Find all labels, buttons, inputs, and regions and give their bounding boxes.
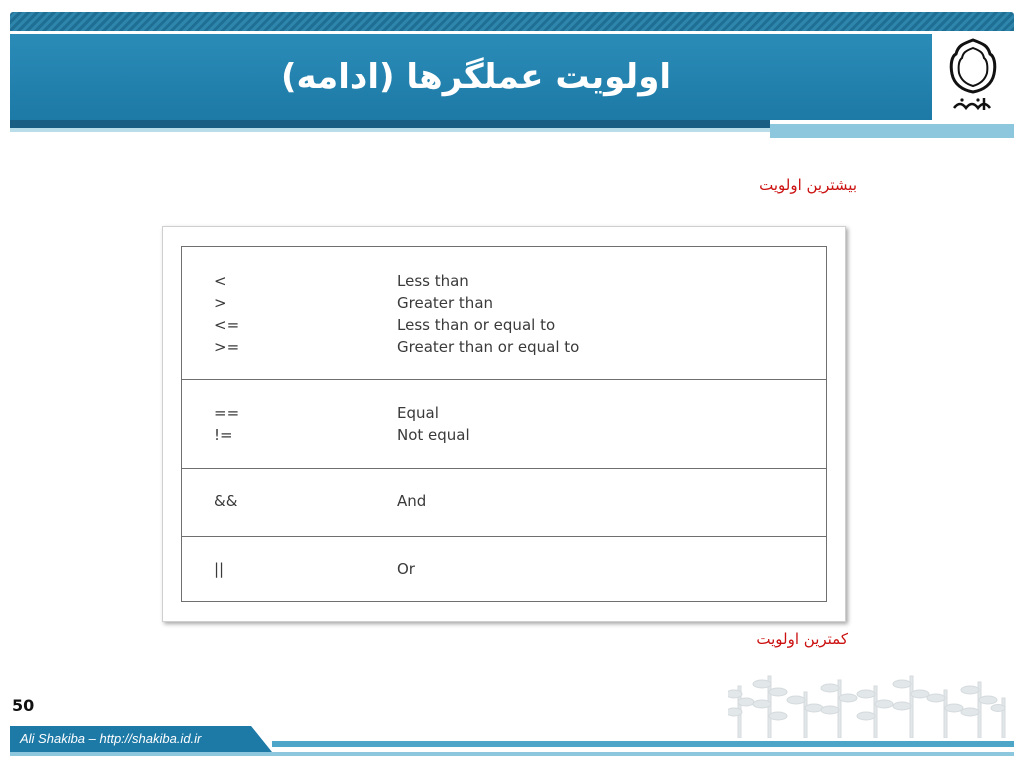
operator-table-figure bbox=[162, 226, 846, 622]
slide-title: اولویت عملگرها (ادامه) bbox=[281, 57, 671, 97]
operator-symbol: || bbox=[214, 560, 225, 578]
table-row bbox=[182, 294, 826, 316]
operator-symbol: != bbox=[214, 426, 233, 444]
operator-description: Less than or equal to bbox=[397, 316, 556, 334]
and-operator-group bbox=[182, 468, 826, 536]
operator-symbol: == bbox=[214, 404, 240, 422]
table-row bbox=[182, 272, 826, 294]
highest-priority-label: بیشترین اولویت bbox=[759, 176, 857, 194]
header-bottom-bar bbox=[10, 120, 770, 128]
table-row bbox=[182, 426, 826, 448]
operator-description: Or bbox=[397, 560, 415, 578]
table-row bbox=[182, 560, 826, 582]
operator-description: Not equal bbox=[397, 426, 470, 444]
relational-operators-group bbox=[182, 247, 826, 379]
header-bottom-light-bar bbox=[10, 128, 770, 132]
page-number: 50 bbox=[12, 696, 35, 715]
header-bottom-accent-bar bbox=[770, 124, 1014, 138]
operator-symbol: <= bbox=[214, 316, 240, 334]
operator-symbol: > bbox=[214, 294, 227, 312]
lowest-priority-label: کمترین اولویت bbox=[756, 630, 848, 648]
footer-line bbox=[272, 741, 1014, 747]
or-operator-group bbox=[182, 536, 826, 601]
table-row bbox=[182, 404, 826, 426]
operator-description: Greater than bbox=[397, 294, 494, 312]
table-row bbox=[182, 316, 826, 338]
university-logo bbox=[932, 34, 1014, 120]
footer-author: Ali Shakiba – http://shakiba.id.ir bbox=[20, 731, 202, 746]
footer-bottom-line bbox=[10, 752, 1014, 756]
decorative-plants-icon bbox=[728, 672, 1010, 738]
operator-description: Greater than or equal to bbox=[397, 338, 580, 356]
operator-symbol: < bbox=[214, 272, 227, 290]
operator-symbol: >= bbox=[214, 338, 240, 356]
header-top-stripe bbox=[10, 12, 1014, 31]
equality-operators-group bbox=[182, 379, 826, 468]
table-row bbox=[182, 338, 826, 360]
operator-description: Less than bbox=[397, 272, 469, 290]
operator-description: And bbox=[397, 492, 427, 510]
yazd-university-logo-icon bbox=[932, 34, 1014, 120]
operator-symbol: && bbox=[214, 492, 238, 510]
operator-description: Equal bbox=[397, 404, 439, 422]
operator-table bbox=[181, 246, 827, 602]
table-row bbox=[182, 492, 826, 514]
